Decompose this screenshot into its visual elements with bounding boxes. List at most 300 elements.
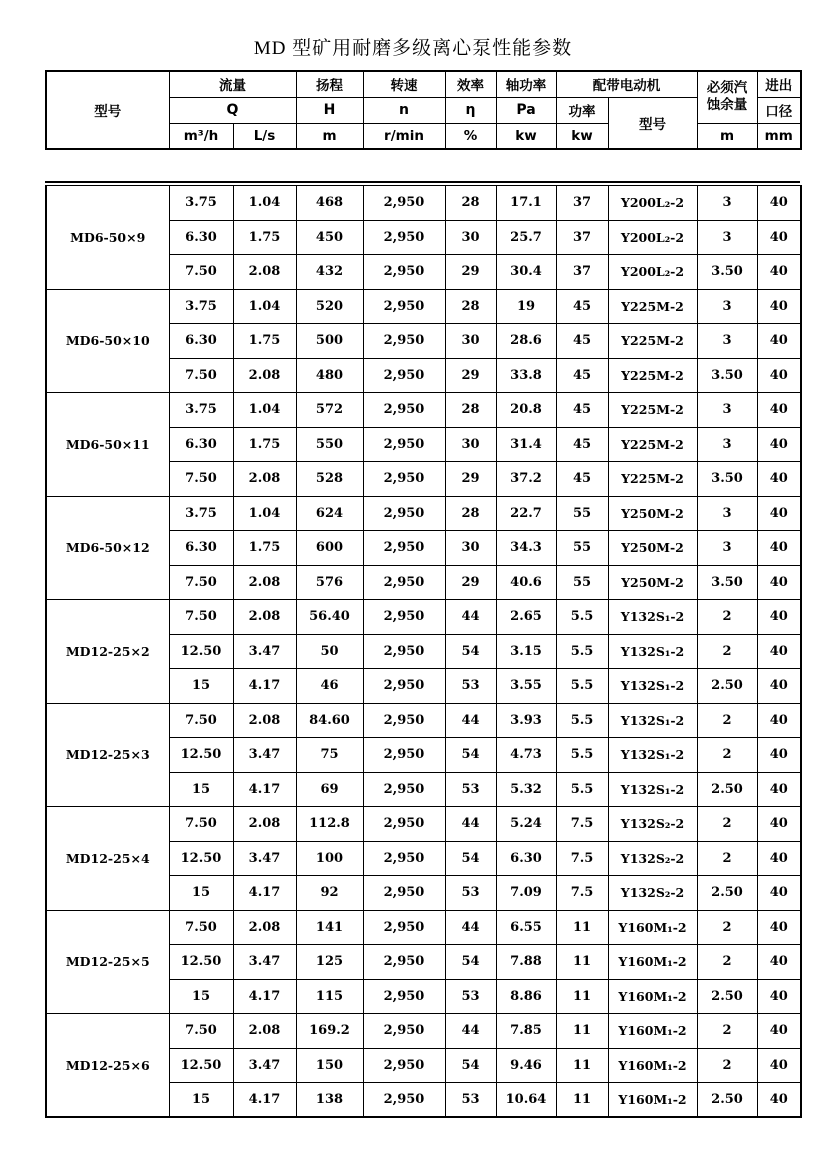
npsh-cell: 2: [697, 1048, 757, 1083]
efficiency-cell: 44: [445, 807, 496, 842]
table-row: [46, 393, 801, 428]
shaft-power-cell: 7.88: [496, 945, 556, 980]
motor-power-cell: 45: [556, 393, 608, 428]
header-head-unit: m: [296, 123, 363, 149]
npsh-cell: 3: [697, 496, 757, 531]
table-row: [46, 1014, 801, 1049]
port-cell: 40: [757, 496, 801, 531]
spec-table-header: [45, 70, 802, 150]
head-cell: 600: [296, 531, 363, 566]
flow-m3h-cell: 7.50: [169, 910, 233, 945]
flow-m3h-cell: 12.50: [169, 738, 233, 773]
speed-cell: 2,950: [363, 669, 445, 704]
efficiency-cell: 30: [445, 324, 496, 359]
flow-m3h-cell: 3.75: [169, 393, 233, 428]
port-cell: 40: [757, 876, 801, 911]
flow-ls-cell: 2.08: [233, 358, 296, 393]
flow-m3h-cell: 15: [169, 979, 233, 1014]
pump-model-cell: MD12-25×3: [46, 703, 169, 807]
head-cell: 46: [296, 669, 363, 704]
pump-model-cell: MD6-50×11: [46, 393, 169, 497]
npsh-cell: 3: [697, 427, 757, 462]
head-cell: 125: [296, 945, 363, 980]
flow-m3h-cell: 6.30: [169, 324, 233, 359]
npsh-cell: 2.50: [697, 669, 757, 704]
npsh-cell: 2: [697, 600, 757, 635]
efficiency-cell: 53: [445, 876, 496, 911]
speed-cell: 2,950: [363, 393, 445, 428]
table-row: [46, 703, 801, 738]
flow-ls-cell: 2.08: [233, 565, 296, 600]
motor-model-cell: Y250M-2: [608, 565, 697, 600]
speed-cell: 2,950: [363, 910, 445, 945]
table-top-rule: [45, 181, 800, 183]
npsh-cell: 2.50: [697, 1083, 757, 1118]
flow-ls-cell: 1.75: [233, 220, 296, 255]
speed-cell: 2,950: [363, 531, 445, 566]
header-flow-unit-m3h: m³/h: [169, 123, 233, 149]
shaft-power-cell: 5.32: [496, 772, 556, 807]
speed-cell: 2,950: [363, 738, 445, 773]
shaft-power-cell: 6.55: [496, 910, 556, 945]
motor-model-cell: Y250M-2: [608, 496, 697, 531]
flow-ls-cell: 1.75: [233, 324, 296, 359]
port-cell: 40: [757, 910, 801, 945]
efficiency-cell: 30: [445, 531, 496, 566]
head-cell: 432: [296, 255, 363, 290]
npsh-cell: 2: [697, 910, 757, 945]
shaft-power-cell: 25.7: [496, 220, 556, 255]
head-cell: 572: [296, 393, 363, 428]
flow-ls-cell: 3.47: [233, 738, 296, 773]
speed-cell: 2,950: [363, 324, 445, 359]
shaft-power-cell: 10.64: [496, 1083, 556, 1118]
efficiency-cell: 44: [445, 600, 496, 635]
flow-m3h-cell: 15: [169, 1083, 233, 1118]
header-head: 扬程: [296, 71, 363, 97]
motor-model-cell: Y225M-2: [608, 358, 697, 393]
motor-model-cell: Y132S₂-2: [608, 807, 697, 842]
motor-power-cell: 7.5: [556, 841, 608, 876]
motor-power-cell: 7.5: [556, 876, 608, 911]
npsh-cell: 2: [697, 738, 757, 773]
port-cell: 40: [757, 462, 801, 497]
flow-ls-cell: 3.47: [233, 634, 296, 669]
table-row: [46, 600, 801, 635]
head-cell: 141: [296, 910, 363, 945]
motor-model-cell: Y132S₁-2: [608, 703, 697, 738]
shaft-power-cell: 37.2: [496, 462, 556, 497]
shaft-power-cell: 5.24: [496, 807, 556, 842]
flow-m3h-cell: 15: [169, 669, 233, 704]
spec-table-body: [45, 185, 802, 1118]
npsh-cell: 2.50: [697, 772, 757, 807]
flow-m3h-cell: 3.75: [169, 496, 233, 531]
motor-model-cell: Y160M₁-2: [608, 945, 697, 980]
motor-power-cell: 45: [556, 462, 608, 497]
speed-cell: 2,950: [363, 565, 445, 600]
port-cell: 40: [757, 945, 801, 980]
efficiency-cell: 29: [445, 255, 496, 290]
shaft-power-cell: 6.30: [496, 841, 556, 876]
motor-power-cell: 5.5: [556, 703, 608, 738]
header-npsh-line2: 蚀余量: [706, 97, 748, 114]
npsh-cell: 2.50: [697, 876, 757, 911]
pump-table-body: [46, 186, 801, 1118]
shaft-power-cell: 17.1: [496, 186, 556, 221]
shaft-power-cell: 3.15: [496, 634, 556, 669]
header-speed-unit: r/min: [363, 123, 445, 149]
efficiency-cell: 44: [445, 703, 496, 738]
speed-cell: 2,950: [363, 634, 445, 669]
port-cell: 40: [757, 807, 801, 842]
efficiency-cell: 30: [445, 427, 496, 462]
shaft-power-cell: 7.85: [496, 1014, 556, 1049]
motor-model-cell: Y225M-2: [608, 427, 697, 462]
header-flow: 流量: [169, 71, 296, 97]
efficiency-cell: 28: [445, 496, 496, 531]
header-npsh-line1: 必须汽: [706, 80, 748, 97]
table-row: [46, 186, 801, 221]
port-cell: 40: [757, 979, 801, 1014]
efficiency-cell: 29: [445, 462, 496, 497]
motor-power-cell: 5.5: [556, 669, 608, 704]
head-cell: 50: [296, 634, 363, 669]
npsh-cell: 2: [697, 841, 757, 876]
flow-m3h-cell: 6.30: [169, 220, 233, 255]
header-npsh-unit: m: [697, 123, 757, 149]
efficiency-cell: 54: [445, 841, 496, 876]
flow-ls-cell: 4.17: [233, 979, 296, 1014]
head-cell: 112.8: [296, 807, 363, 842]
motor-model-cell: Y160M₁-2: [608, 1014, 697, 1049]
flow-m3h-cell: 7.50: [169, 462, 233, 497]
shaft-power-cell: 20.8: [496, 393, 556, 428]
flow-ls-cell: 2.08: [233, 255, 296, 290]
speed-cell: 2,950: [363, 876, 445, 911]
motor-model-cell: Y132S₁-2: [608, 669, 697, 704]
motor-model-cell: Y225M-2: [608, 462, 697, 497]
flow-m3h-cell: 7.50: [169, 358, 233, 393]
speed-cell: 2,950: [363, 1083, 445, 1118]
efficiency-cell: 28: [445, 393, 496, 428]
head-cell: 480: [296, 358, 363, 393]
flow-ls-cell: 1.75: [233, 531, 296, 566]
motor-power-cell: 55: [556, 565, 608, 600]
efficiency-cell: 28: [445, 186, 496, 221]
flow-ls-cell: 1.04: [233, 496, 296, 531]
flow-m3h-cell: 12.50: [169, 1048, 233, 1083]
port-cell: 40: [757, 1048, 801, 1083]
flow-m3h-cell: 12.50: [169, 945, 233, 980]
efficiency-cell: 53: [445, 669, 496, 704]
port-cell: 40: [757, 634, 801, 669]
motor-power-cell: 11: [556, 1048, 608, 1083]
motor-power-cell: 55: [556, 496, 608, 531]
port-cell: 40: [757, 669, 801, 704]
flow-m3h-cell: 7.50: [169, 255, 233, 290]
flow-m3h-cell: 15: [169, 772, 233, 807]
efficiency-cell: 53: [445, 979, 496, 1014]
motor-power-cell: 11: [556, 910, 608, 945]
motor-model-cell: Y132S₁-2: [608, 772, 697, 807]
speed-cell: 2,950: [363, 220, 445, 255]
npsh-cell: 3: [697, 393, 757, 428]
header-efficiency: 效率: [445, 71, 496, 97]
motor-model-cell: Y160M₁-2: [608, 1083, 697, 1118]
shaft-power-cell: 33.8: [496, 358, 556, 393]
port-cell: 40: [757, 255, 801, 290]
pump-model-cell: MD6-50×9: [46, 186, 169, 290]
shaft-power-cell: 40.6: [496, 565, 556, 600]
flow-ls-cell: 2.08: [233, 703, 296, 738]
port-cell: 40: [757, 772, 801, 807]
head-cell: 138: [296, 1083, 363, 1118]
shaft-power-cell: 9.46: [496, 1048, 556, 1083]
efficiency-cell: 54: [445, 1048, 496, 1083]
flow-ls-cell: 1.75: [233, 427, 296, 462]
shaft-power-cell: 8.86: [496, 979, 556, 1014]
flow-ls-cell: 4.17: [233, 1083, 296, 1118]
header-shaft-power-symbol: Pa: [496, 97, 556, 123]
port-cell: 40: [757, 393, 801, 428]
pump-model-cell: MD12-25×5: [46, 910, 169, 1014]
header-shaft-power-unit: kw: [496, 123, 556, 149]
shaft-power-cell: 28.6: [496, 324, 556, 359]
shaft-power-cell: 19: [496, 289, 556, 324]
head-cell: 100: [296, 841, 363, 876]
flow-m3h-cell: 6.30: [169, 531, 233, 566]
shaft-power-cell: 22.7: [496, 496, 556, 531]
page-title: MD 型矿用耐磨多级离心泵性能参数: [253, 38, 573, 59]
flow-ls-cell: 2.08: [233, 910, 296, 945]
shaft-power-cell: 7.09: [496, 876, 556, 911]
motor-power-cell: 45: [556, 289, 608, 324]
head-cell: 624: [296, 496, 363, 531]
flow-m3h-cell: 7.50: [169, 703, 233, 738]
efficiency-cell: 44: [445, 1014, 496, 1049]
table-row: [46, 496, 801, 531]
efficiency-cell: 54: [445, 738, 496, 773]
shaft-power-cell: 34.3: [496, 531, 556, 566]
flow-ls-cell: 1.04: [233, 289, 296, 324]
port-cell: 40: [757, 1014, 801, 1049]
efficiency-cell: 29: [445, 565, 496, 600]
flow-ls-cell: 2.08: [233, 807, 296, 842]
pump-model-cell: MD12-25×2: [46, 600, 169, 704]
motor-power-cell: 5.5: [556, 600, 608, 635]
header-row-1: [46, 71, 801, 97]
pump-model-cell: MD12-25×4: [46, 807, 169, 911]
speed-cell: 2,950: [363, 600, 445, 635]
header-port-unit: mm: [757, 123, 801, 149]
npsh-cell: 3: [697, 186, 757, 221]
motor-power-cell: 11: [556, 945, 608, 980]
efficiency-cell: 53: [445, 772, 496, 807]
speed-cell: 2,950: [363, 496, 445, 531]
flow-ls-cell: 1.04: [233, 393, 296, 428]
head-cell: 115: [296, 979, 363, 1014]
speed-cell: 2,950: [363, 255, 445, 290]
header-npsh: [697, 71, 757, 123]
speed-cell: 2,950: [363, 1048, 445, 1083]
port-cell: 40: [757, 220, 801, 255]
npsh-cell: 2: [697, 807, 757, 842]
port-cell: 40: [757, 703, 801, 738]
header-flow-symbol: Q: [169, 97, 296, 123]
head-cell: 450: [296, 220, 363, 255]
pump-model-cell: MD6-50×12: [46, 496, 169, 600]
npsh-cell: 2: [697, 634, 757, 669]
npsh-cell: 3: [697, 220, 757, 255]
motor-power-cell: 45: [556, 358, 608, 393]
npsh-cell: 3.50: [697, 358, 757, 393]
head-cell: 84.60: [296, 703, 363, 738]
head-cell: 69: [296, 772, 363, 807]
motor-model-cell: Y200L₂-2: [608, 186, 697, 221]
head-cell: 500: [296, 324, 363, 359]
motor-model-cell: Y160M₁-2: [608, 979, 697, 1014]
npsh-cell: 2: [697, 1014, 757, 1049]
port-cell: 40: [757, 186, 801, 221]
header-motor-power-unit: kw: [556, 123, 608, 149]
npsh-cell: 2.50: [697, 979, 757, 1014]
table-row: [46, 289, 801, 324]
shaft-power-cell: 30.4: [496, 255, 556, 290]
port-cell: 40: [757, 324, 801, 359]
port-cell: 40: [757, 358, 801, 393]
efficiency-cell: 54: [445, 945, 496, 980]
head-cell: 92: [296, 876, 363, 911]
npsh-cell: 3: [697, 324, 757, 359]
shaft-power-cell: 3.55: [496, 669, 556, 704]
motor-power-cell: 11: [556, 979, 608, 1014]
head-cell: 576: [296, 565, 363, 600]
motor-model-cell: Y132S₁-2: [608, 738, 697, 773]
speed-cell: 2,950: [363, 427, 445, 462]
header-shaft-power: 轴功率: [496, 71, 556, 97]
flow-m3h-cell: 12.50: [169, 841, 233, 876]
flow-m3h-cell: 7.50: [169, 807, 233, 842]
speed-cell: 2,950: [363, 841, 445, 876]
flow-m3h-cell: 7.50: [169, 1014, 233, 1049]
flow-ls-cell: 3.47: [233, 1048, 296, 1083]
motor-power-cell: 37: [556, 220, 608, 255]
table-row: [46, 807, 801, 842]
motor-model-cell: Y250M-2: [608, 531, 697, 566]
npsh-cell: 3: [697, 531, 757, 566]
npsh-cell: 3.50: [697, 462, 757, 497]
flow-ls-cell: 2.08: [233, 600, 296, 635]
port-cell: 40: [757, 289, 801, 324]
flow-m3h-cell: 12.50: [169, 634, 233, 669]
motor-model-cell: Y160M₁-2: [608, 910, 697, 945]
motor-model-cell: Y225M-2: [608, 324, 697, 359]
motor-power-cell: 55: [556, 531, 608, 566]
speed-cell: 2,950: [363, 1014, 445, 1049]
flow-ls-cell: 4.17: [233, 772, 296, 807]
shaft-power-cell: 31.4: [496, 427, 556, 462]
header-speed-symbol: n: [363, 97, 445, 123]
header-motor-power: 功率: [556, 97, 608, 123]
head-cell: 56.40: [296, 600, 363, 635]
shaft-power-cell: 2.65: [496, 600, 556, 635]
header-flow-unit-ls: L/s: [233, 123, 296, 149]
motor-model-cell: Y132S₁-2: [608, 600, 697, 635]
header-head-symbol: H: [296, 97, 363, 123]
efficiency-cell: 44: [445, 910, 496, 945]
npsh-cell: 2: [697, 703, 757, 738]
pump-model-cell: MD6-50×10: [46, 289, 169, 393]
port-cell: 40: [757, 841, 801, 876]
port-cell: 40: [757, 565, 801, 600]
head-cell: 150: [296, 1048, 363, 1083]
speed-cell: 2,950: [363, 807, 445, 842]
header-efficiency-symbol: η: [445, 97, 496, 123]
motor-power-cell: 37: [556, 255, 608, 290]
motor-power-cell: 37: [556, 186, 608, 221]
npsh-cell: 3: [697, 289, 757, 324]
header-motor: 配带电动机: [556, 71, 697, 97]
npsh-cell: 3.50: [697, 565, 757, 600]
motor-power-cell: 5.5: [556, 772, 608, 807]
speed-cell: 2,950: [363, 979, 445, 1014]
flow-m3h-cell: 15: [169, 876, 233, 911]
speed-cell: 2,950: [363, 186, 445, 221]
header-speed: 转速: [363, 71, 445, 97]
efficiency-cell: 28: [445, 289, 496, 324]
speed-cell: 2,950: [363, 945, 445, 980]
flow-m3h-cell: 3.75: [169, 186, 233, 221]
motor-model-cell: Y225M-2: [608, 289, 697, 324]
head-cell: 468: [296, 186, 363, 221]
flow-m3h-cell: 3.75: [169, 289, 233, 324]
npsh-cell: 3.50: [697, 255, 757, 290]
header-port-bottom: 口径: [757, 97, 801, 123]
speed-cell: 2,950: [363, 772, 445, 807]
flow-ls-cell: 4.17: [233, 876, 296, 911]
speed-cell: 2,950: [363, 703, 445, 738]
speed-cell: 2,950: [363, 289, 445, 324]
pump-model-cell: MD12-25×6: [46, 1014, 169, 1118]
flow-m3h-cell: 7.50: [169, 565, 233, 600]
efficiency-cell: 54: [445, 634, 496, 669]
port-cell: 40: [757, 427, 801, 462]
motor-model-cell: Y225M-2: [608, 393, 697, 428]
speed-cell: 2,950: [363, 358, 445, 393]
efficiency-cell: 30: [445, 220, 496, 255]
motor-power-cell: 11: [556, 1014, 608, 1049]
motor-model-cell: Y200L₂-2: [608, 220, 697, 255]
head-cell: 169.2: [296, 1014, 363, 1049]
port-cell: 40: [757, 1083, 801, 1118]
shaft-power-cell: 4.73: [496, 738, 556, 773]
motor-model-cell: Y132S₁-2: [608, 634, 697, 669]
flow-m3h-cell: 7.50: [169, 600, 233, 635]
motor-power-cell: 7.5: [556, 807, 608, 842]
flow-ls-cell: 1.04: [233, 186, 296, 221]
motor-power-cell: 11: [556, 1083, 608, 1118]
header-pump-model: 型号: [46, 71, 169, 149]
speed-cell: 2,950: [363, 462, 445, 497]
motor-power-cell: 45: [556, 324, 608, 359]
header-motor-model: 型号: [608, 97, 697, 149]
port-cell: 40: [757, 531, 801, 566]
header-efficiency-unit: %: [445, 123, 496, 149]
flow-ls-cell: 2.08: [233, 462, 296, 497]
motor-power-cell: 5.5: [556, 634, 608, 669]
port-cell: 40: [757, 600, 801, 635]
